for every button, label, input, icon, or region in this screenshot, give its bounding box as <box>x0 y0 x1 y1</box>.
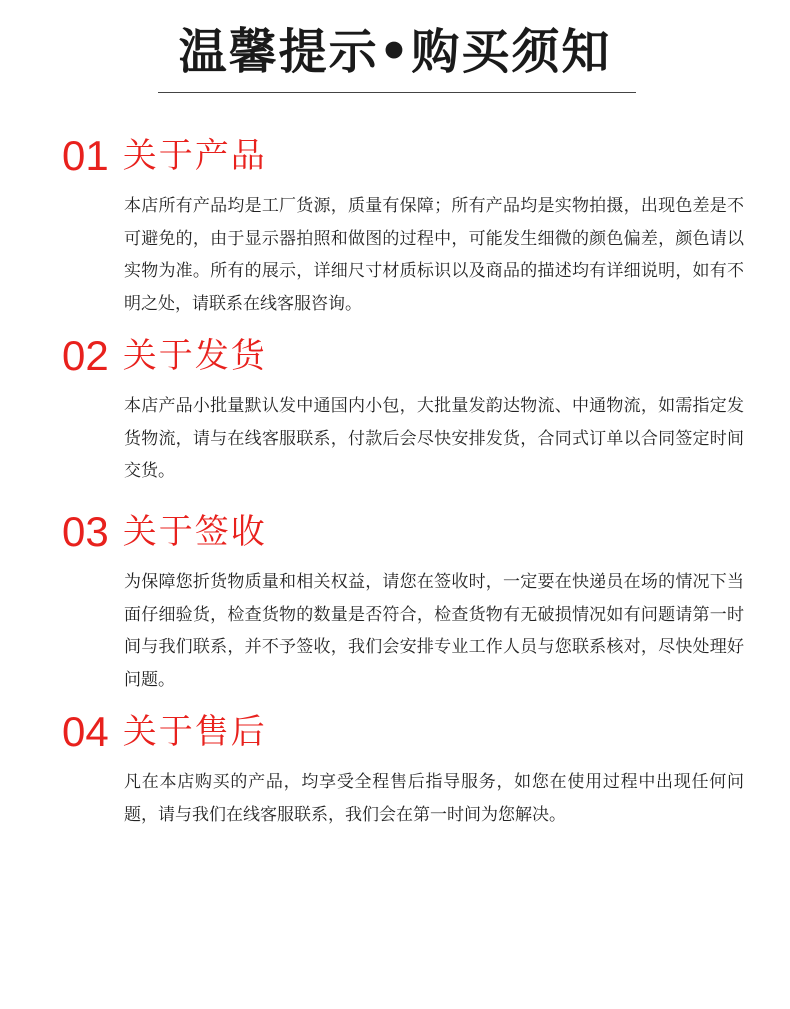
section-header <box>62 506 267 558</box>
section-number: 04 <box>62 708 109 755</box>
section-body: 为保障您折货物质量和相关权益，请您在签收时，一定要在快递员在场的情况下当面仔细验货，检查货物的数量是否符合，检查货物有无破损情况如有问题请第一时间与我们联系，并不予签收，我们会安排专业工作人员与您联系核对，尽快处理好问题。 <box>124 572 744 690</box>
section-heading: 关于产品 <box>122 136 267 176</box>
section-heading: 关于售后 <box>122 712 267 752</box>
section-body: 本店产品小批量默认发中通国内小包，大批量发韵达物流、中通物流，如需指定发货物流，请与在线客服联系，付款后会尽快安排发货，合同式订单以合同签定时间交货。 <box>124 396 744 481</box>
section-heading: 关于发货 <box>122 336 267 376</box>
section-body: 本店所有产品均是工厂货源，质量有保障；所有产品均是实物拍摄，出现色差是不可避免的，由于显示器拍照和做图的过程中，可能发生细微的颜色偏差，颜色请以实物为准。所有的展示，详细尺寸材质标识以及商品的描述均有详细说明，如有不明之处，请联系在线客服咨询。 <box>124 196 744 314</box>
section-number: 01 <box>62 132 109 179</box>
section-header <box>62 130 267 182</box>
section-header <box>62 706 267 758</box>
title-divider <box>158 92 636 93</box>
page-title: 温馨提示•购买须知 <box>178 24 612 80</box>
section-heading: 关于签收 <box>122 512 267 552</box>
section-header <box>62 330 267 382</box>
section-number: 03 <box>62 508 109 555</box>
section-number: 02 <box>62 332 109 379</box>
section-body: 凡在本店购买的产品，均享受全程售后指导服务，如您在使用过程中出现任何问题，请与我们在线客服联系，我们会在第一时间为您解决。 <box>124 772 744 825</box>
